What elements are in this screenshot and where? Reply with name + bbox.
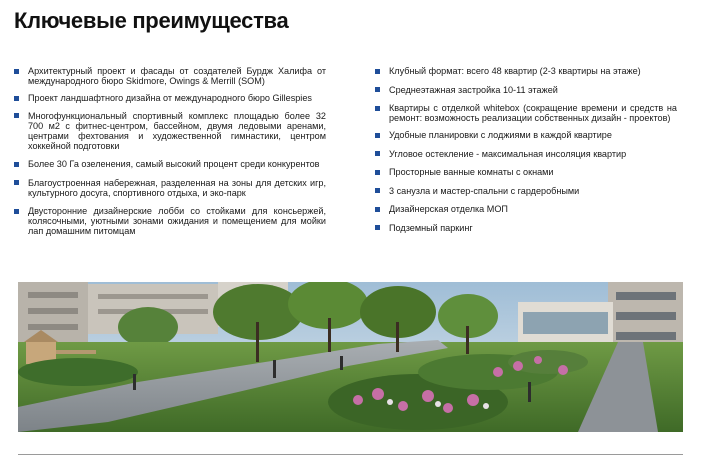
list-item: Проект ландшафтного дизайна от международного бюро Gillespies bbox=[14, 93, 326, 103]
list-item: Дизайнерская отделка МОП bbox=[375, 204, 677, 214]
list-item: Архитектурный проект и фасады от создателей Бурдж Халифа от международного бюро Skidmore, Owings & Merrill (SOM) bbox=[14, 66, 326, 86]
list-item: Многофункциональный спортивный комплекс площадью более 32 700 м2 с фитнес-центром, бассейном, двумя ледовыми аренами, центрами фехтования и художественной гимнастики, центром хоккейной подготовки bbox=[14, 111, 326, 152]
list-item: Двусторонние дизайнерские лобби со стойками для консьержей, колясочными, уютными зонами ожидания и помещением для мойки лап домашним питомцам bbox=[14, 206, 326, 237]
square-bullet-icon bbox=[14, 96, 19, 101]
square-bullet-icon bbox=[14, 209, 19, 214]
list-item: Угловое остекление - максимальная инсоляция квартир bbox=[375, 149, 677, 159]
right-benefits-list bbox=[375, 66, 677, 241]
list-item: 3 санузла и мастер-спальни с гардеробными bbox=[375, 186, 677, 196]
list-item: Среднеэтажная застройка 10-11 этажей bbox=[375, 85, 677, 95]
list-item: Более 30 Га озеленения, самый высокий процент среди конкурентов bbox=[14, 159, 326, 169]
square-bullet-icon bbox=[375, 151, 380, 156]
footer-divider bbox=[18, 454, 683, 455]
square-bullet-icon bbox=[375, 133, 380, 138]
square-bullet-icon bbox=[375, 207, 380, 212]
list-item: Подземный паркинг bbox=[375, 223, 677, 233]
square-bullet-icon bbox=[14, 180, 19, 185]
list-item: Просторные ванные комнаты с окнами bbox=[375, 167, 677, 177]
list-item: Квартиры с отделкой whitebox (сокращение времени и средств на ремонт: возможность реализации собственных дизайн - проектов) bbox=[375, 103, 677, 123]
square-bullet-icon bbox=[375, 69, 380, 74]
list-item: Удобные планировки с лоджиями в каждой квартире bbox=[375, 130, 677, 140]
square-bullet-icon bbox=[375, 106, 380, 111]
left-benefits-list bbox=[14, 66, 326, 237]
landscape-rendering-image bbox=[18, 282, 683, 432]
list-item: Благоустроенная набережная, разделенная на зоны для детских игр, культурного досуга, спортивного отдыха, и эко-парк bbox=[14, 178, 326, 198]
square-bullet-icon bbox=[14, 162, 19, 167]
square-bullet-icon bbox=[375, 87, 380, 92]
page-title: Ключевые преимущества bbox=[14, 8, 289, 33]
square-bullet-icon bbox=[14, 69, 19, 74]
square-bullet-icon bbox=[375, 225, 380, 230]
square-bullet-icon bbox=[14, 113, 19, 118]
square-bullet-icon bbox=[375, 170, 380, 175]
list-item: Клубный формат: всего 48 квартир (2-3 квартиры на этаже) bbox=[375, 66, 677, 76]
square-bullet-icon bbox=[375, 188, 380, 193]
